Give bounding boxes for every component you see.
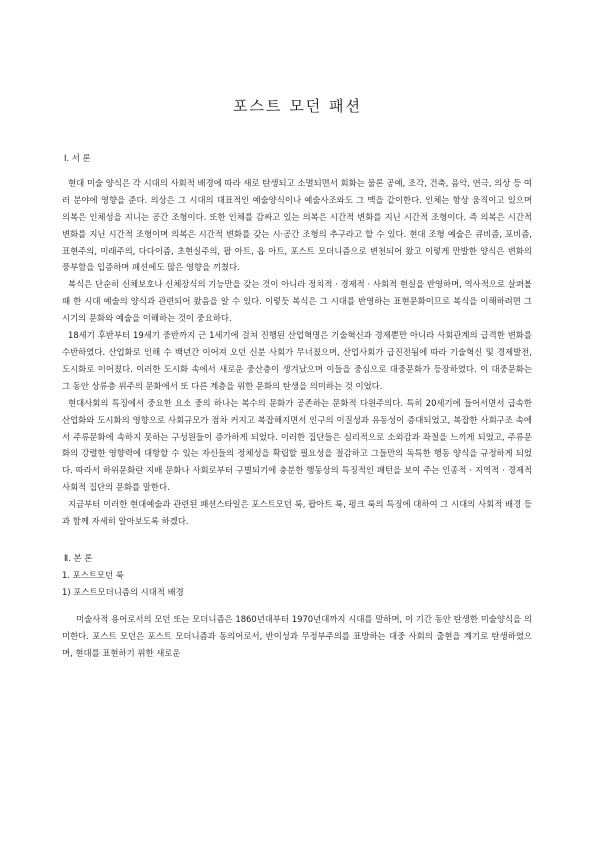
paragraph-intro-4: 현대사회의 특징에서 중요한 요소 중의 하나는 복수의 문화가 공존하는 문화적 다원주의다. 특히 20세기에 들어서면서 급속한 산업화와 도시화의 영향으로 사회규모가 점차 커지고 복잡해지면서 인구의 이질성과 유동성이 증대되었고, 복잡한 사회구조 속에서 주류문화에 속하지 못하는 구성원들이 증가하게 되었다. 이러한 집단들은 심리적으로 소외감과 좌절을 느끼게 되었고, 주류문화의 강렬한 영향력에 대항할 수 있는 자신들의 정체성을 확립할 필요성을 절감하고 그들만의 독특한 행동 양식을 규정하게 되었다. 따라서 하위문화란 지배 문화나 사회로부터 구별되기에 충분한 행동상의 특징적인 패턴을 보여 주는 인종적 · 지역적 · 경제적 사회적 집단의 문화를 말한다.: [62, 397, 532, 493]
paragraph-intro-5: 지금부터 이러한 현대예술과 관련된 패션스타일은 포스트모던 룩, 팝아트 룩, 펑크 룩의 특징에 대하여 그 시대의 사회적 배경 등과 함께 자세히 알아보도록 하겠다.: [62, 499, 532, 527]
subsection-heading-postmodern-look: 1. 포스트모던 룩: [62, 569, 124, 580]
page-title: 포스트 모던 패션: [233, 97, 362, 115]
document-body: [62, 150, 532, 662]
section-heading-introduction: Ⅰ. 서 론: [64, 153, 91, 163]
spacer: [62, 530, 532, 550]
spacer: [62, 601, 532, 611]
paragraph-body-1: 미술사적 용어로서의 모던 또는 모더니즘은 1860년대부터 1970년대까지 시대를 말하며, 이 기간 동안 탄생한 미술양식을 의미한다. 포스트 모던은 포스트 모더니즘과 동의어로서, 반이성과 무정부주의를 표방하는 대중 사회의 출현을 계기로 탄생하였으며, 현대를 표현하기 위한 새로운: [62, 613, 532, 658]
paragraph-intro-1: 현대 미술 양식은 각 시대의 사회적 배경에 따라 새로 탄생되고 소멸되면서 회화는 물론 공예, 조각, 건축, 음악, 연극, 의상 등 여러 분야에 영향을 준다. 의상은 그 시대의 대표적인 예술양식이나 예술사조와도 그 맥을 같이한다. 인체는 항상 움직이고 있으며 의복은 인체성을 지니는 공간 조형이다. 또한 인체를 감싸고 있는 의복은 시간적 변화를 지닌 시간적 조형이다. 즉 의복은 시간적 변화를 지닌 시간적 조형이며 의복은 시간적 변화를 갖는 시·공간 조형의 추구라고 할 수 있다. 현대 조형 예술은 큐비즘, 포비즘, 표현주의, 미래주의, 다다이즘, 초현실주의, 팝 아트, 옵 아트, 포스트 모더니즘으로 변천되어 왔고 이렇게 만발한 양식은 변화의 풍부함을 입증하며 패션에도 많은 영향을 끼쳤다.: [62, 177, 532, 273]
section-heading-body: Ⅱ. 본 론: [64, 552, 93, 563]
subsection-heading-background: 1) 포스트모더니즘의 시대적 배경: [62, 586, 184, 597]
paragraph-intro-3: 18세기 후반부터 19세기 중반까지 근 1세기에 걸쳐 진행된 산업혁명은 기술혁신과 경제뿐만 아니라 사회관계의 급격한 변화를 수반하였다. 산업화로 인해 수 백년간 이어져 오던 신분 사회가 무너졌으며, 산업사회가 급진전됨에 따라 기술혁신 및 경제발전, 도시화로 이어졌다. 이러한 도시화 속에서 새로운 중산층이 생겨났으며 이들을 중심으로 대중문화가 등장하였다. 이 대중문화는 그 동안 상류층 위주의 문화에서 또 다른 계층을 위한 문화의 탄생을 의미하는 것 이었다.: [62, 330, 532, 391]
paragraph-intro-2: 복식은 단순히 신체보호나 신체장식의 기능만을 갖는 것이 아니라 정치적 · 경제적 · 사회적 현실을 반영하며, 역사적으로 살펴볼 때 한 시대 예술의 양식과 관련되어 왔음을 알 수 있다. 이렇듯 복식은 그 시대를 반영하는 표현문화이므로 복식을 이해하려면 그 시기의 문화와 예술을 이해하는 것이 중요하다.: [62, 279, 532, 324]
spacer: [62, 167, 532, 175]
